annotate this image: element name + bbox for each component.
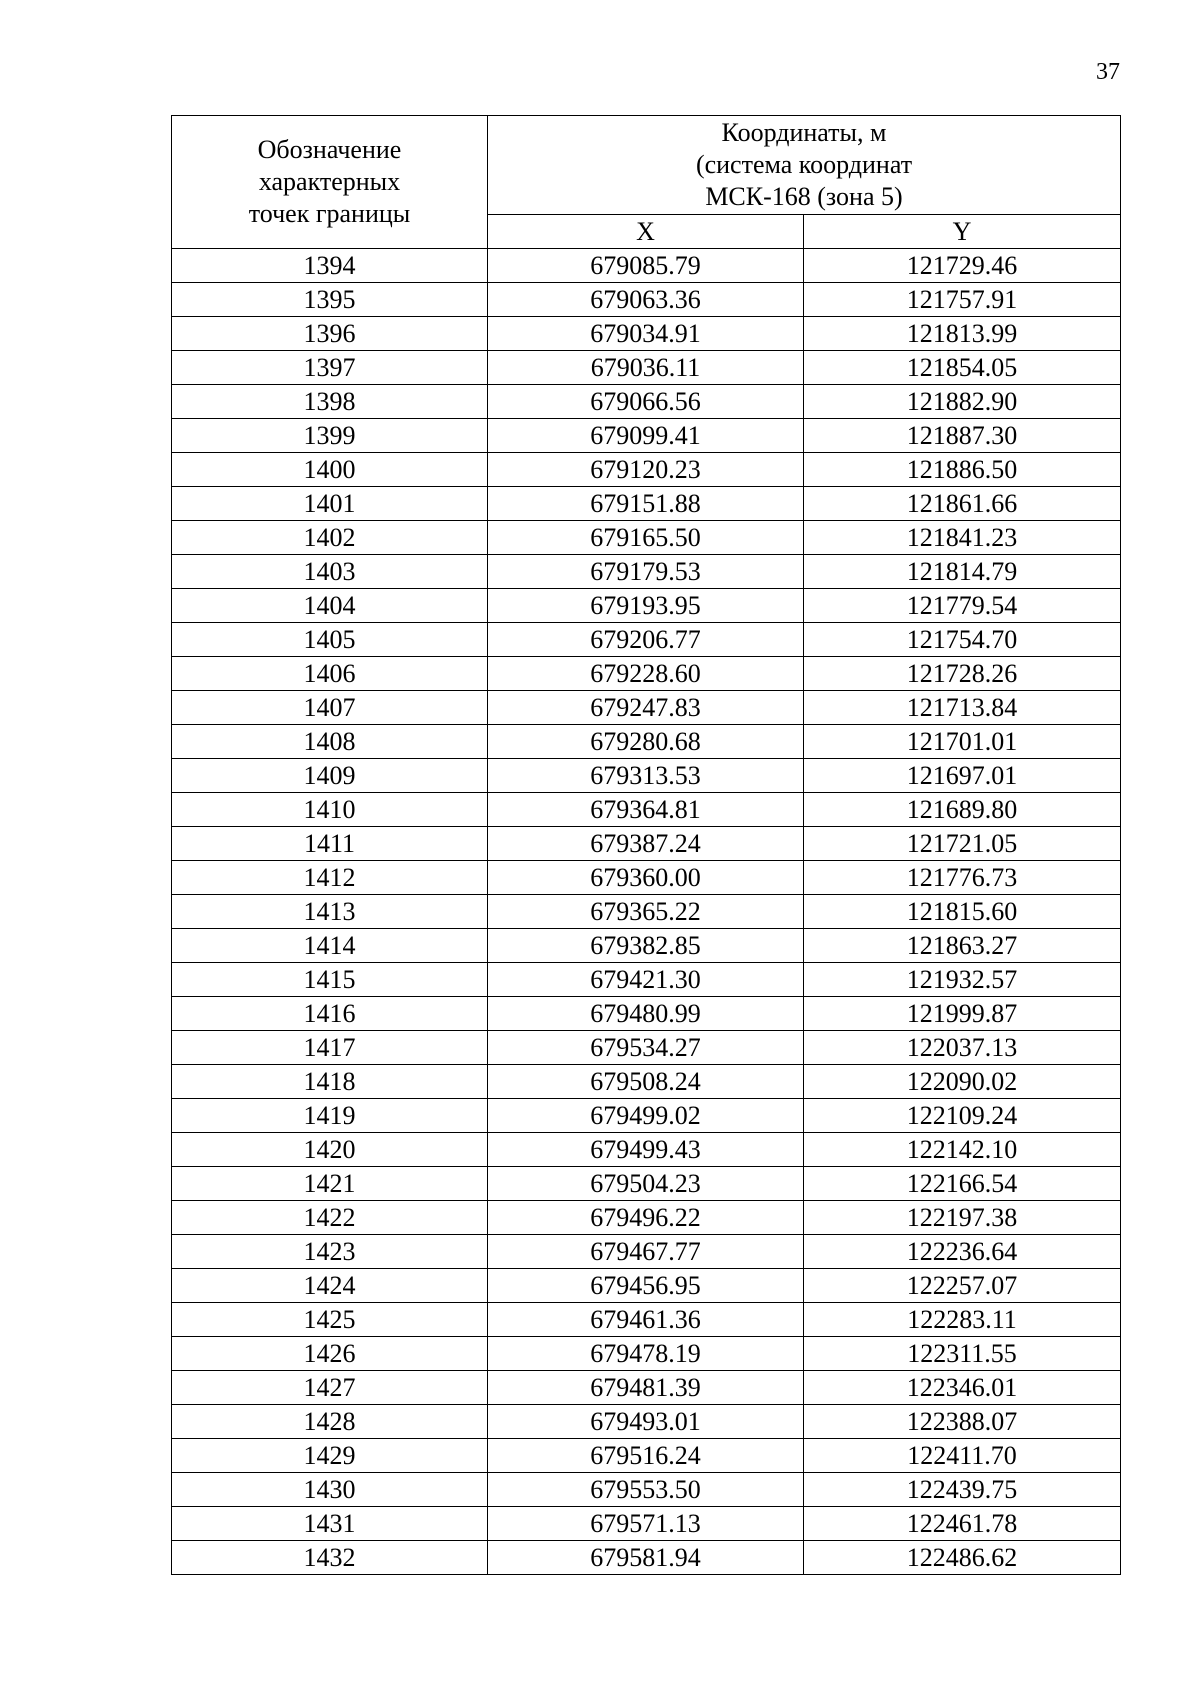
x-coordinate-cell: 679360.00 [488,861,804,895]
y-coordinate-cell: 122439.75 [804,1473,1121,1507]
table-row [172,249,1121,283]
table-row [172,691,1121,725]
x-coordinate-cell: 679151.88 [488,487,804,521]
y-coordinate-cell: 121728.26 [804,657,1121,691]
x-coordinate-cell: 679461.36 [488,1303,804,1337]
point-id-cell: 1426 [172,1337,488,1371]
point-id-cell: 1400 [172,453,488,487]
table-row [172,589,1121,623]
y-coordinate-cell: 122388.07 [804,1405,1121,1439]
table-row [172,1473,1121,1507]
x-coordinate-cell: 679499.02 [488,1099,804,1133]
point-id-cell: 1397 [172,351,488,385]
table-row [172,1439,1121,1473]
x-coordinate-cell: 679504.23 [488,1167,804,1201]
point-id-cell: 1419 [172,1099,488,1133]
point-id-cell: 1402 [172,521,488,555]
x-coordinate-cell: 679467.77 [488,1235,804,1269]
y-coordinate-cell: 122486.62 [804,1541,1121,1575]
y-coordinate-cell: 122142.10 [804,1133,1121,1167]
point-id-cell: 1418 [172,1065,488,1099]
x-coordinate-cell: 679179.53 [488,555,804,589]
header-point-line: точек границы [248,199,411,228]
x-coordinate-cell: 679481.39 [488,1371,804,1405]
table-row [172,487,1121,521]
x-coordinate-cell: 679387.24 [488,827,804,861]
x-coordinate-cell: 679493.01 [488,1405,804,1439]
point-id-cell: 1430 [172,1473,488,1507]
point-id-cell: 1396 [172,317,488,351]
x-coordinate-cell: 679247.83 [488,691,804,725]
y-coordinate-cell: 122346.01 [804,1371,1121,1405]
point-id-cell: 1431 [172,1507,488,1541]
x-coordinate-cell: 679063.36 [488,283,804,317]
table-row [172,861,1121,895]
point-id-cell: 1411 [172,827,488,861]
point-id-cell: 1401 [172,487,488,521]
point-id-cell: 1412 [172,861,488,895]
y-coordinate-cell: 121729.46 [804,249,1121,283]
header-y: Y [804,215,1121,249]
x-coordinate-cell: 679165.50 [488,521,804,555]
x-coordinate-cell: 679534.27 [488,1031,804,1065]
point-id-cell: 1409 [172,759,488,793]
x-coordinate-cell: 679499.43 [488,1133,804,1167]
table-row [172,827,1121,861]
y-coordinate-cell: 122090.02 [804,1065,1121,1099]
y-coordinate-cell: 121701.01 [804,725,1121,759]
table-row [172,385,1121,419]
y-coordinate-cell: 121713.84 [804,691,1121,725]
point-id-cell: 1421 [172,1167,488,1201]
table-row [172,521,1121,555]
x-coordinate-cell: 679496.22 [488,1201,804,1235]
y-coordinate-cell: 122311.55 [804,1337,1121,1371]
point-id-cell: 1404 [172,589,488,623]
point-id-cell: 1410 [172,793,488,827]
header-coordinates [488,116,1121,215]
table-header [172,116,1121,249]
point-id-cell: 1407 [172,691,488,725]
y-coordinate-cell: 121863.27 [804,929,1121,963]
x-coordinate-cell: 679516.24 [488,1439,804,1473]
point-id-cell: 1403 [172,555,488,589]
point-id-cell: 1405 [172,623,488,657]
x-coordinate-cell: 679480.99 [488,997,804,1031]
table-row [172,725,1121,759]
y-coordinate-cell: 121814.79 [804,555,1121,589]
y-coordinate-cell: 121999.87 [804,997,1121,1031]
x-coordinate-cell: 679571.13 [488,1507,804,1541]
x-coordinate-cell: 679553.50 [488,1473,804,1507]
table-row [172,453,1121,487]
point-id-cell: 1424 [172,1269,488,1303]
x-coordinate-cell: 679508.24 [488,1065,804,1099]
y-coordinate-cell: 121721.05 [804,827,1121,861]
point-id-cell: 1394 [172,249,488,283]
x-coordinate-cell: 679193.95 [488,589,804,623]
y-coordinate-cell: 121861.66 [804,487,1121,521]
x-coordinate-cell: 679421.30 [488,963,804,997]
y-coordinate-cell: 121854.05 [804,351,1121,385]
table-row [172,283,1121,317]
y-coordinate-cell: 122283.11 [804,1303,1121,1337]
x-coordinate-cell: 679228.60 [488,657,804,691]
y-coordinate-cell: 121815.60 [804,895,1121,929]
table-row [172,1065,1121,1099]
page-number: 37 [1096,59,1120,85]
header-coordinates-line: МСК-168 (зона 5) [705,182,903,211]
table-row [172,1235,1121,1269]
table-row [172,1337,1121,1371]
header-point-designation [172,116,488,249]
table-row [172,1303,1121,1337]
table-row [172,657,1121,691]
y-coordinate-cell: 122197.38 [804,1201,1121,1235]
x-coordinate-cell: 679581.94 [488,1541,804,1575]
x-coordinate-cell: 679206.77 [488,623,804,657]
point-id-cell: 1414 [172,929,488,963]
y-coordinate-cell: 121779.54 [804,589,1121,623]
table-row [172,1507,1121,1541]
point-id-cell: 1429 [172,1439,488,1473]
point-id-cell: 1406 [172,657,488,691]
point-id-cell: 1423 [172,1235,488,1269]
table-row [172,1133,1121,1167]
y-coordinate-cell: 122411.70 [804,1439,1121,1473]
table-row [172,1541,1121,1575]
point-id-cell: 1420 [172,1133,488,1167]
y-coordinate-cell: 122166.54 [804,1167,1121,1201]
table-row [172,1201,1121,1235]
y-coordinate-cell: 122037.13 [804,1031,1121,1065]
x-coordinate-cell: 679036.11 [488,351,804,385]
table-row [172,1031,1121,1065]
table-row [172,793,1121,827]
table-row [172,623,1121,657]
header-point-line: Обозначение [257,135,402,164]
y-coordinate-cell: 121697.01 [804,759,1121,793]
point-id-cell: 1413 [172,895,488,929]
table-row [172,555,1121,589]
table-row [172,759,1121,793]
table-row [172,895,1121,929]
point-id-cell: 1395 [172,283,488,317]
table-row [172,419,1121,453]
header-x: X [488,215,804,249]
table-row [172,929,1121,963]
y-coordinate-cell: 121932.57 [804,963,1121,997]
point-id-cell: 1417 [172,1031,488,1065]
point-id-cell: 1428 [172,1405,488,1439]
y-coordinate-cell: 121757.91 [804,283,1121,317]
table-row [172,1167,1121,1201]
x-coordinate-cell: 679364.81 [488,793,804,827]
y-coordinate-cell: 122461.78 [804,1507,1121,1541]
point-id-cell: 1399 [172,419,488,453]
table-body [172,249,1121,1575]
y-coordinate-cell: 122236.64 [804,1235,1121,1269]
table-row [172,1099,1121,1133]
point-id-cell: 1432 [172,1541,488,1575]
y-coordinate-cell: 121886.50 [804,453,1121,487]
table-row [172,317,1121,351]
y-coordinate-cell: 121754.70 [804,623,1121,657]
coordinates-table [171,115,1121,1575]
table-row [172,1269,1121,1303]
y-coordinate-cell: 122109.24 [804,1099,1121,1133]
point-id-cell: 1415 [172,963,488,997]
header-coordinates-line: (система координат [695,150,913,179]
table-row [172,351,1121,385]
x-coordinate-cell: 679120.23 [488,453,804,487]
y-coordinate-cell: 121813.99 [804,317,1121,351]
x-coordinate-cell: 679034.91 [488,317,804,351]
x-coordinate-cell: 679456.95 [488,1269,804,1303]
header-point-line: характерных [258,167,401,196]
point-id-cell: 1422 [172,1201,488,1235]
y-coordinate-cell: 121776.73 [804,861,1121,895]
point-id-cell: 1408 [172,725,488,759]
point-id-cell: 1398 [172,385,488,419]
x-coordinate-cell: 679085.79 [488,249,804,283]
table-row [172,1405,1121,1439]
point-id-cell: 1425 [172,1303,488,1337]
y-coordinate-cell: 121887.30 [804,419,1121,453]
y-coordinate-cell: 121882.90 [804,385,1121,419]
x-coordinate-cell: 679478.19 [488,1337,804,1371]
x-coordinate-cell: 679099.41 [488,419,804,453]
x-coordinate-cell: 679365.22 [488,895,804,929]
y-coordinate-cell: 122257.07 [804,1269,1121,1303]
header-coordinates-line: Координаты, м [721,118,887,147]
x-coordinate-cell: 679280.68 [488,725,804,759]
x-coordinate-cell: 679066.56 [488,385,804,419]
table-row [172,963,1121,997]
point-id-cell: 1416 [172,997,488,1031]
table-row [172,1371,1121,1405]
table-row [172,997,1121,1031]
point-id-cell: 1427 [172,1371,488,1405]
x-coordinate-cell: 679313.53 [488,759,804,793]
y-coordinate-cell: 121841.23 [804,521,1121,555]
y-coordinate-cell: 121689.80 [804,793,1121,827]
x-coordinate-cell: 679382.85 [488,929,804,963]
